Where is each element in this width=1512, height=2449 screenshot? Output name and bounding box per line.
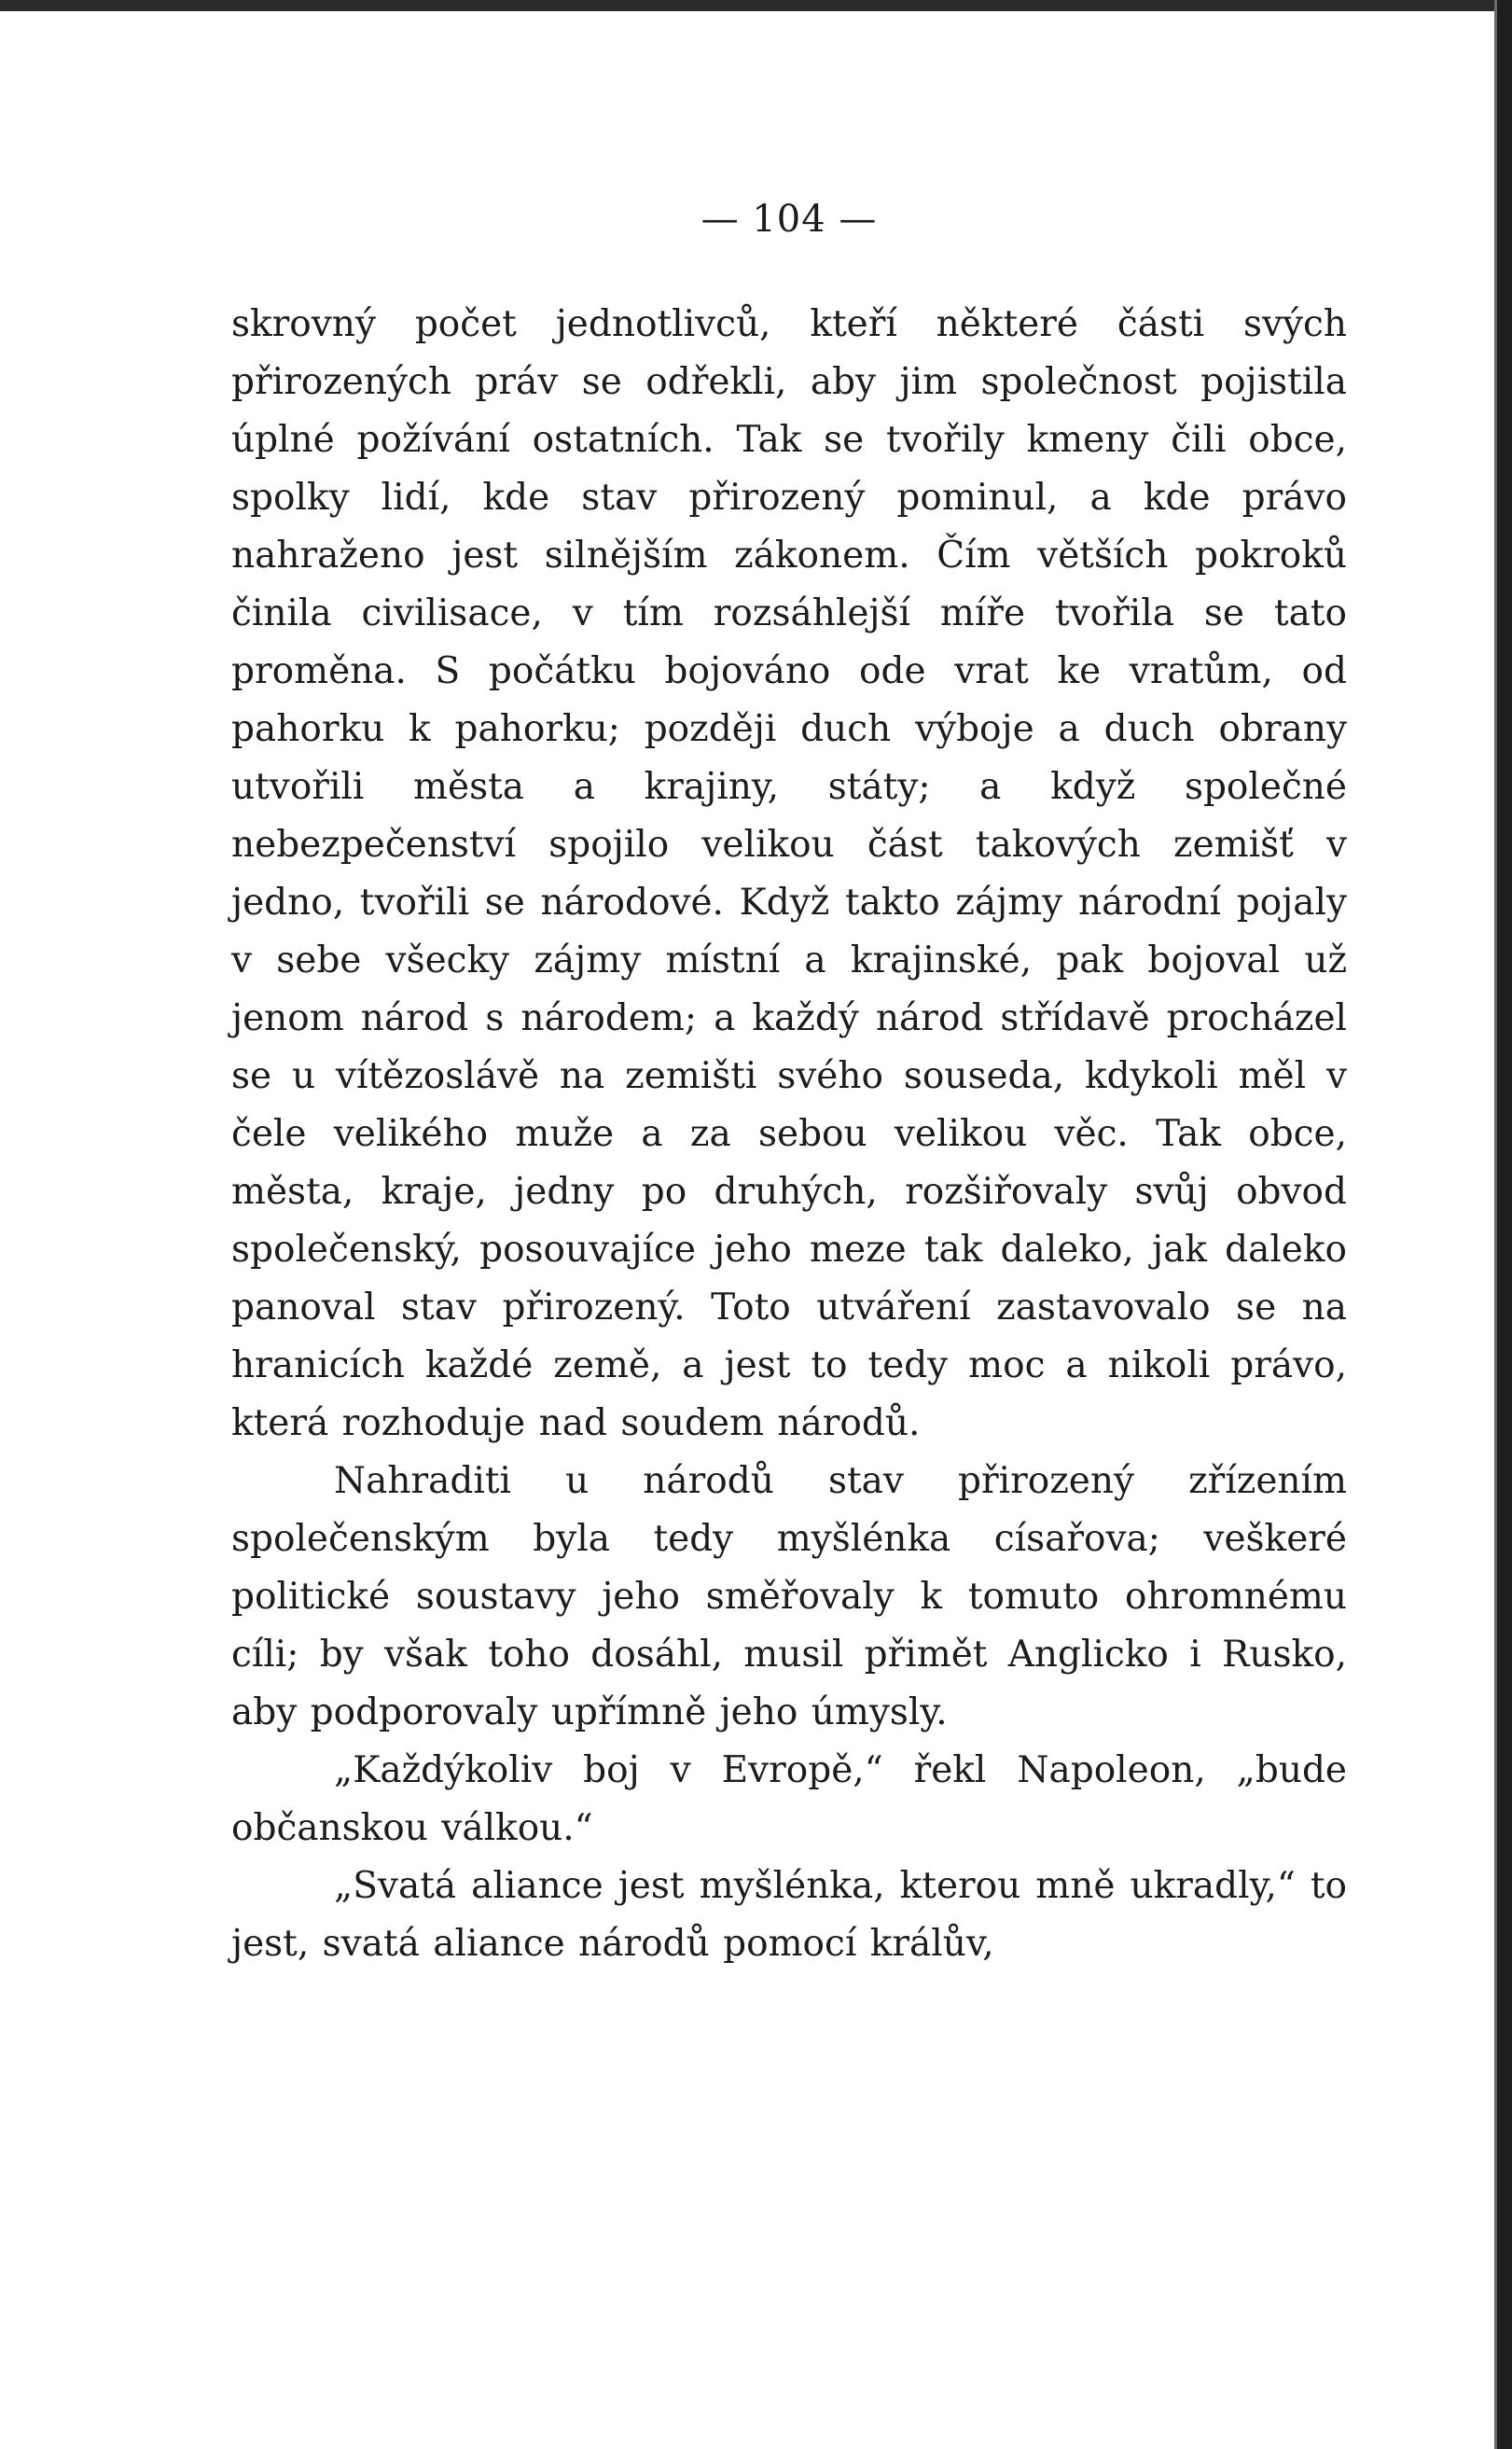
body-text <box>231 296 1347 1973</box>
paragraph: Nahraditi u národů stav přirozený zřízením společenským byla tedy myšlénka císařova; veškeré politické soustavy jeho směřovaly k tomuto ohromnému cíli; by však toho dosáhl, musil přimět Anglicko i Rusko, aby podporovaly upřímně jeho úmysly. <box>231 1460 1347 1733</box>
book-page <box>231 191 1347 1973</box>
paragraph: „Svatá aliance jest myšlénka, kterou mně ukradly,“ to jest, svatá aliance národů pomocí králův, <box>231 1865 1347 1965</box>
paragraph: skrovný počet jednotlivců, kteří některé části svých přirozených práv se odřekli, aby jim společnost pojistila úplné požívání ostatních. Tak se tvořily kmeny čili obce, spolky lidí, kde stav přirozený pominul, a kde právo nahraženo jest silnějším zákonem. Čím větších pokroků činila civilisace, v tím rozsáhlejší míře tvořila se tato proměna. S počátku bojováno ode vrat ke vratům, od pahorku k pahorku; později duch výboje a duch obrany utvořili města a krajiny, státy; a když společné nebezpečenství spojilo velikou část takových zemišť v jedno, tvořili se národové. Když takto zájmy národní pojaly v sebe všecky zájmy místní a krajinské, pak bojoval už jenom národ s národem; a každý národ střídavě procházel se u vítězoslávě na zemišti svého souseda, kdykoli měl v čele velikého muže a za sebou velikou věc. Tak obce, města, kraje, jedny po druhých, rozšiřovaly svůj obvod společenský, posouvajíce jeho meze tak daleko, jak daleko panoval stav přirozený. Toto utváření zastavovalo se na hranicích každé země, a jest to tedy moc a nikoli právo, která rozhoduje nad soudem národů. <box>231 303 1347 1444</box>
scan-border-right <box>1497 0 1512 2449</box>
scan-border-top <box>0 0 1512 11</box>
paragraph: „Každýkoliv boj v Evropě,“ řekl Napoleon, „bude občanskou válkou.“ <box>231 1749 1347 1849</box>
page-number: — 104 — <box>701 198 878 241</box>
